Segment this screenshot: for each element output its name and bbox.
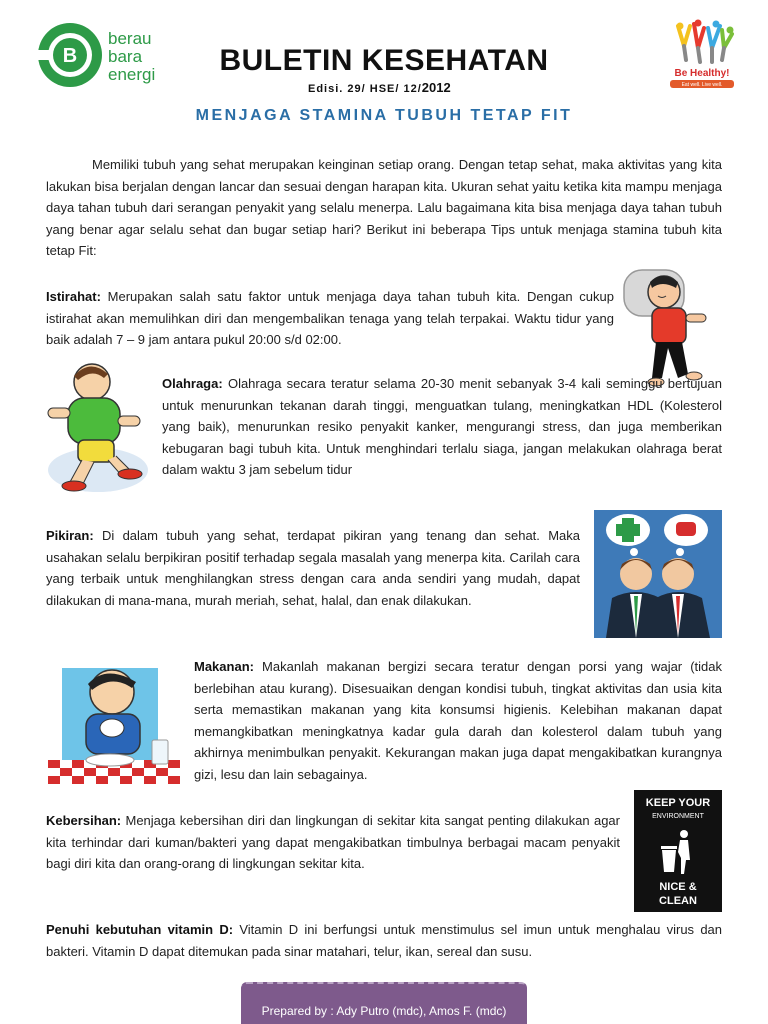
vitamin-heading: Penuhi kebutuhan vitamin D: [46, 922, 234, 937]
svg-text:B: B [62, 45, 78, 67]
thinking-businessmen-illustration [594, 510, 722, 638]
section-kebersihan [46, 810, 620, 875]
logo-word-1: berau [108, 29, 152, 48]
olahraga-text: Olahraga secara teratur selama 20-30 menit sebanyak 3-4 kali seminggu bertujuan untuk menurunkan tekanan darah tinggi, menguatkan tulang, meningkatkan HDL (Kolesterol yang baik), menurunkan resiko penyakit kanker, mengurangi stress, dan juga memberikan kebugaran bagi tubuh kita. Untuk menghindari terlalu siaga, jangan melakukan olahraga berat dalam waktu 3 jam sebelum tidur [162, 376, 722, 477]
olahraga-heading: Olahraga: [162, 376, 223, 391]
vitamin-text: Vitamin D ini berfungsi untuk menstimulus sel imun untuk menghalau virus dan bakteri. Vitamin D dapat ditemukan pada sinar matahari, telur, ikan, sereal dan susu. [46, 922, 723, 959]
section-makanan [194, 656, 722, 785]
makanan-heading: Makanan: [194, 659, 254, 674]
be-healthy-text: Be Healthy! [674, 68, 730, 79]
makanan-text: Makanlah makanan bergizi secara teratur dengan porsi yang wajar (tidak berlebihan atau kurang). Disesuaikan dengan kondisi tubuh, tingkat aktivitas dan usia kita serta memastikan makanan yang kita konsumsi higienis. Kelebihan makanan dapat memangkibatkan meningkatnya kadar gula darah dan kolesterol dalam tubuh yang akhirnya menimbulkan penyakit. Kekurangan makan juga dapat mengakibatkan kurangnya gizi, lesu dan lain sebagainya. [194, 659, 722, 782]
logo-word-3: energi [108, 65, 156, 84]
eating-boy-illustration [48, 662, 184, 784]
keep-sign-mid: ENVIRONMENT [652, 813, 704, 820]
pikiran-heading: Pikiran: [46, 528, 94, 543]
logo-word-2: bara [108, 47, 143, 66]
edition-year: 2012 [421, 80, 451, 95]
keep-environment-clean-sign [634, 790, 722, 912]
kebersihan-heading: Kebersihan: [46, 813, 122, 828]
section-olahraga [162, 373, 722, 481]
keep-sign-top: KEEP YOUR [645, 797, 711, 809]
istirahat-text: Merupakan salah satu faktor untuk menjaga daya tahan tubuh kita. Dengan cukup istirahat akan memulihkan diri dan mengembalikan tenaga yang telah terpakai. Waktu tidur yang baik adalah 7 – 9 jam antara pukul 20:00 s/d 02:00. [46, 289, 614, 347]
intro-paragraph: Memiliki tubuh yang sehat merupakan keinginan setiap orang. Dengan tetap sehat, maka aktivitas yang kita lakukan bisa berjalan dengan lancar dan sesuai dengan harapan kita. Ukuran sehat yaitu ketika kita mampu menjaga daya tahan tubuh dari serangan penyakit yang selalu menerpa. Lalu bagaimana kita bisa menjaga daya tahan tubuh yang benar agar selalu sehat dan bugar setiap hari? Berikut ini beberapa Tips untuk menjaga stamina tubuh kita tetap Fit: [46, 157, 722, 258]
kebersihan-text: Menjaga kebersihan diri dan lingkungan di sekitar kita sangat penting dilakukan agar kita terhindar dari kuman/bakteri yang dapat mengakibatkan timbulnya berbagai macam penyakit bagi diri kita dan orang-orang di lingkungan sekitar kita. [46, 813, 620, 871]
newsletter-title: BULETIN KESEHATAN [219, 44, 549, 77]
istirahat-heading: Istirahat: [46, 289, 101, 304]
prepared-by-footer [241, 982, 527, 1024]
section-vitamin-d [46, 919, 722, 962]
be-healthy-tagline: Eat well. Live well. [681, 82, 723, 88]
section-istirahat [46, 286, 614, 351]
keep-sign-bottom-1: NICE & [659, 881, 697, 893]
prepared-by-text: Prepared by : Ady Putro (mdc), Amos F. (mdc) [261, 1004, 507, 1018]
section-pikiran [46, 525, 580, 611]
keep-sign-bottom-2: CLEAN [659, 895, 697, 907]
running-boy-illustration [42, 358, 150, 498]
be-healthy-logo [664, 18, 740, 90]
edition-label [308, 80, 451, 95]
article-subtitle: MENJAGA STAMINA TUBUH TETAP FIT [195, 107, 573, 124]
pikiran-text: Di dalam tubuh yang sehat, terdapat pikiran yang tenang dan sehat. Maka usahakan selalu berpikiran positif terhadap segala masalah yang menerpa kita. Carilah cara yang terbaik untuk menghilangkan stress dengan cara anda sendiri yang mudah, dapat dilakukan di mana-mana, murah meriah, sehat, halal, dan enak dilakukan. [46, 528, 580, 608]
edition-number: Edisi. 29/ HSE/ 12/ [308, 83, 422, 95]
